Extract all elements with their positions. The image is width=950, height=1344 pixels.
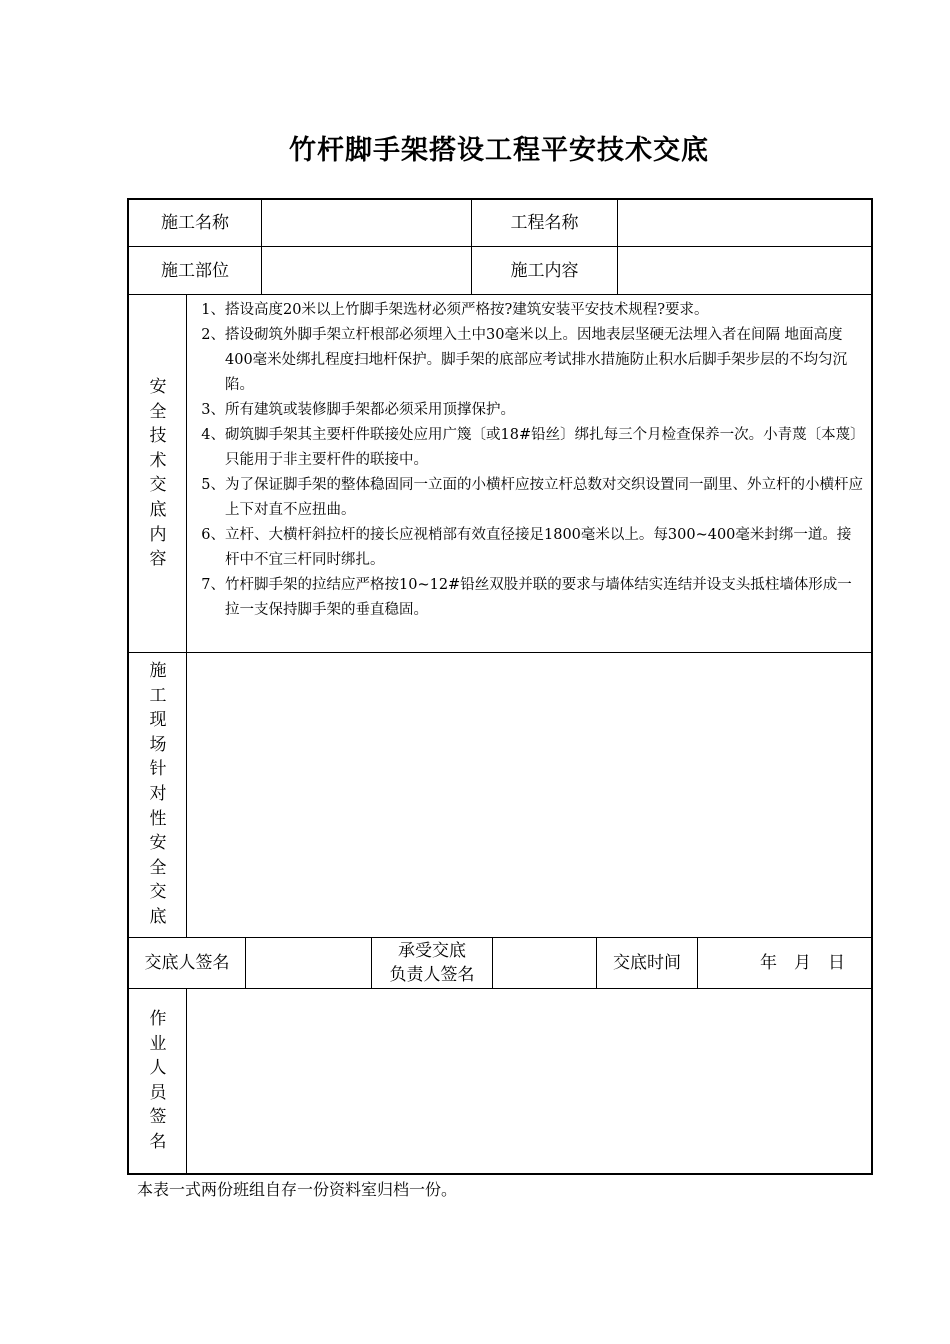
construction-name-field[interactable]: [262, 200, 471, 246]
discloser-signature-label: 交底人签名: [144, 953, 230, 973]
construction-location-label: 施工部位: [161, 260, 229, 281]
safety-items-list: [187, 298, 865, 623]
footer-note: 本表一式两份班组自存一份资料室归档一份。: [137, 1180, 458, 1199]
construction-location-field[interactable]: [262, 247, 471, 294]
site-disclosure-label: 施 工 现 场 针 对 性 安 全 交 底: [149, 661, 167, 927]
disclosure-time-label: 交底时间: [613, 953, 681, 973]
page-title: 竹杆脚手架搭设工程平安技术交底: [289, 135, 709, 166]
discloser-signature-field[interactable]: [246, 938, 371, 988]
safety-disclosure-label: 安 全 技 术 交 底 内 容: [149, 377, 167, 570]
construction-content-label: 施工内容: [510, 260, 579, 281]
site-disclosure-field[interactable]: [187, 653, 871, 937]
list-item: 3、 所有建筑或装修脚手架都必须采用顶撑保护。: [201, 402, 515, 418]
list-item: 7、 竹杆脚手架的拉结应严格按10~12#铅丝双股并联的要求与墙体结实连结并设支头抵柱墙体形成一拉一支保持脚手架的垂直稳固。: [201, 577, 852, 618]
worker-signature-field[interactable]: [187, 989, 871, 1173]
list-item: 6、 立杆、大横杆斜拉杆的接长应视梢部有效直径接足1800毫米以上。每300~400毫米封绑一道。接杆中不宜三杆同时绑扎。: [201, 527, 852, 568]
list-item: 2、 搭设砌筑外脚手架立杆根部必须埋入土中30毫米以上。因地表层坚硬无法埋入者在间隔 地面高度400毫米处绑扎程度扫地杆保护。脚手架的底部应考试排水措施防止积水后脚手架步层的不均匀沉陷。: [201, 327, 848, 393]
worker-signature-label: 作 业 人 员 签 名: [149, 1009, 167, 1152]
construction-name-label: 施工名称: [161, 213, 229, 233]
receiver-signature-field[interactable]: [493, 938, 596, 988]
disclosure-date-field[interactable]: 年 月 日: [760, 953, 845, 973]
receiver-signature-label: 承受交底 负责人签名: [389, 941, 475, 985]
list-item: 1、 搭设高度20米以上竹脚手架选材必须严格按?建筑安装平安技术规程?要求。: [201, 302, 709, 318]
project-name-field[interactable]: [618, 200, 871, 246]
project-name-label: 工程名称: [510, 213, 579, 233]
row-divider: [128, 294, 872, 295]
construction-content-field[interactable]: [618, 247, 871, 294]
list-item: 4、 砌筑脚手架其主要杆件联接处应用广篾〔或18#铅丝〕绑扎每三个月检查保养一次。小青蔑〔本蔑〕只能用于非主要杆件的联接中。: [201, 427, 865, 468]
list-item: 5、 为了保证脚手架的整体稳固同一立面的小横杆应按立杆总数对交织设置同一副里、外立杆的小横杆应上下对直不应扭曲。: [201, 477, 863, 518]
